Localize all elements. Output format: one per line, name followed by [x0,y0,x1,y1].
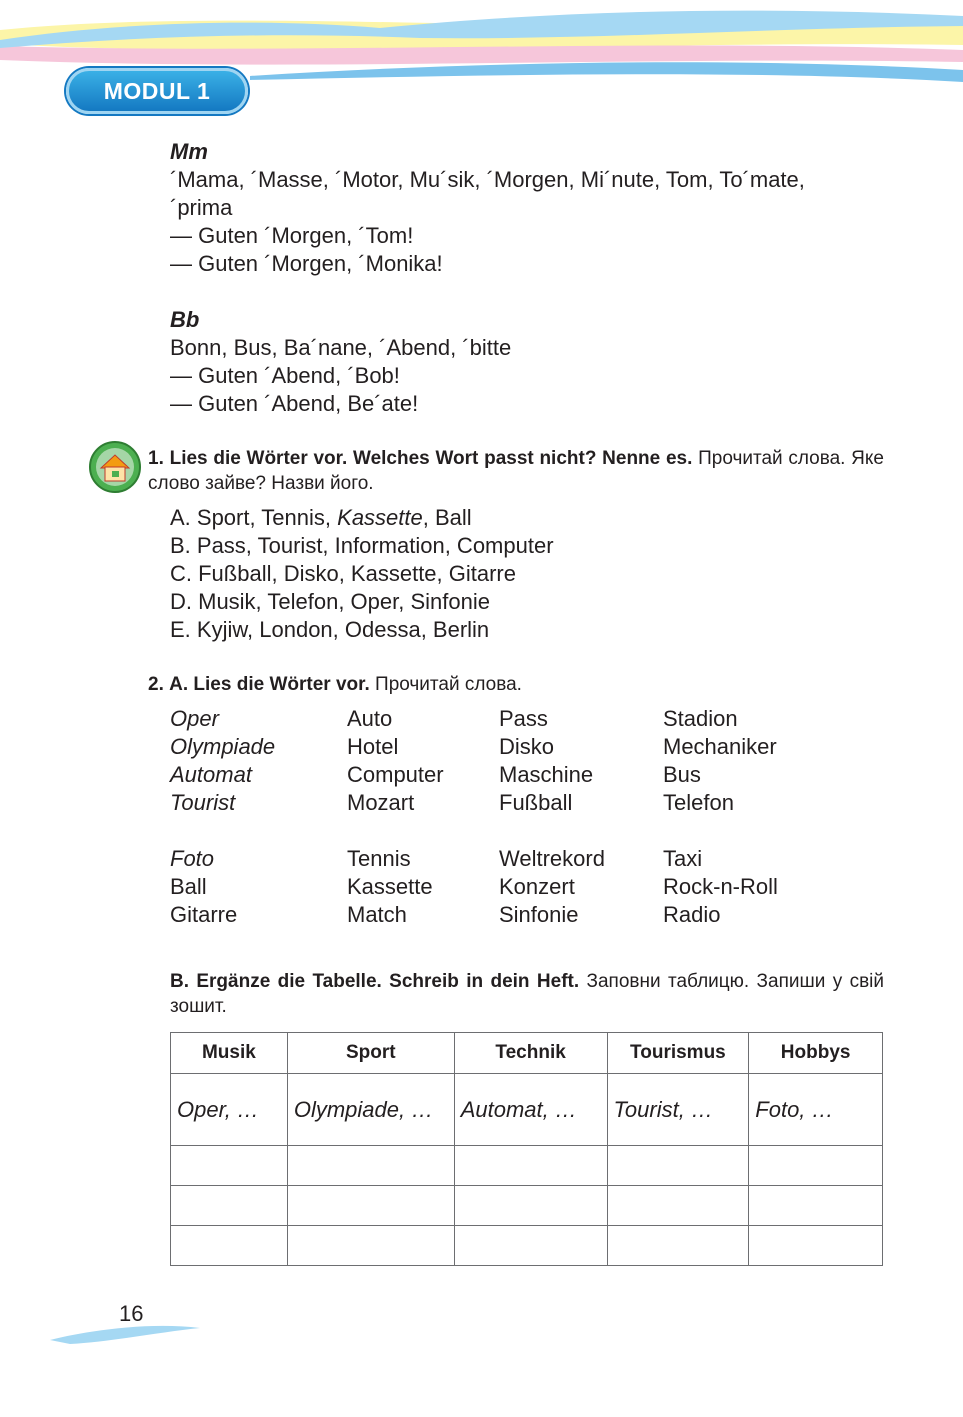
exercise-2b-instruction-ua: Заповни таблицю. Запиши у свій зошит. [170,971,885,1017]
word-grid-g1-r0-c2: Pass [499,706,548,731]
word-grid-g2-r0-c1: Tennis [347,846,411,871]
exercise-1-option-d: D. Musik, Telefon, Oper, Sinfonie [170,589,490,614]
table-header-tourismus: Tourismus [607,1033,749,1074]
exercise-1-option-c: C. Fußball, Disko, Kassette, Gitarre [170,561,516,586]
bb-line-1: Bonn, Bus, Ba´nane, ´Abend, ´bitte [170,335,512,360]
word-grid-g2-r1-c3: Rock-n-Roll [663,874,778,899]
section-heading-bb: Bb [170,307,200,332]
exercise-2a-instruction-de: A. Lies die Wörter vor. [169,674,370,695]
word-grid-g1-r2-c3: Bus [663,762,701,787]
section-heading-mm: Mm [170,139,208,164]
page-number: 16 [119,1301,144,1326]
bb-line-3: — Guten ´Abend, Be´ate! [170,391,419,416]
table-header-hobbys: Hobbys [749,1033,883,1074]
word-grid-g2-r0-c3: Taxi [663,846,703,871]
table-cell-empty [607,1186,749,1226]
table-row [171,1074,883,1146]
table-cell-empty [287,1226,454,1266]
house-icon [88,440,142,494]
table-cell-empty [287,1186,454,1226]
module-label: MODUL 1 [103,78,211,104]
word-grid-g1-r2-c2: Maschine [499,762,594,787]
category-table [170,1032,883,1266]
exercise-2a-instruction-ua: Прочитай слова. [375,674,522,695]
table-row-empty [171,1146,883,1186]
word-grid-g1-r3-c3: Telefon [663,790,734,815]
word-grid-g1-r1-c1: Hotel [347,734,399,759]
option-a-suffix: , Ball [422,505,472,530]
word-grid-g1-r2-c1: Computer [347,762,444,787]
table-cell-empty [171,1146,288,1186]
option-a-italic-word: Kassette [337,505,423,530]
word-grid-g2-r1-c0: Ball [170,874,207,899]
word-grid-g1-r3-c0: Tourist [170,790,236,815]
table-cell-empty [607,1146,749,1186]
table-row-empty [171,1186,883,1226]
exercise-2a-instruction [148,672,884,697]
table-cell-empty [454,1226,607,1266]
table-cell-empty [607,1226,749,1266]
table-header-technik: Technik [454,1033,607,1074]
table-cell-empty [749,1186,883,1226]
mm-line-4: — Guten ´Morgen, ´Monika! [170,251,443,276]
word-grid-g1-r3-c2: Fußball [499,790,573,815]
table-cell-empty [454,1186,607,1226]
table-cell: Foto, … [749,1074,883,1146]
table-header-sport: Sport [287,1033,454,1074]
word-grid-g1-r1-c3: Mechaniker [663,734,777,759]
word-grid-g1-r0-c1: Auto [347,706,393,731]
exercise-1-option-b: B. Pass, Tourist, Information, Computer [170,533,554,558]
word-grid-g2-r2-c0: Gitarre [170,902,238,927]
table-cell: Olympiade, … [287,1074,454,1146]
exercise-1-instruction [148,446,884,496]
word-grid-g1-r0-c0: Oper [170,706,219,731]
word-grid-g1-r2-c0: Automat [170,762,252,787]
table-cell-empty [287,1146,454,1186]
exercise-2b-instruction [170,969,884,1019]
table-cell-empty [171,1226,288,1266]
word-grid-g1-r1-c2: Disko [499,734,555,759]
module-badge [66,68,248,114]
exercise-2b-instruction-de: B. Ergänze die Tabelle. Schreib in dein Heft. [170,971,580,992]
exercise-1-option-e: E. Kyjiw, London, Odessa, Berlin [170,617,490,642]
mm-line-3: — Guten ´Morgen, ´Tom! [170,223,414,248]
exercise-2-number: 2. [148,674,164,695]
mm-line-2: ´prima [170,195,233,220]
table-cell: Tourist, … [607,1074,749,1146]
word-grid-g2-r1-c2: Konzert [499,874,575,899]
word-grid-g2-r2-c3: Radio [663,902,721,927]
table-row-empty [171,1226,883,1266]
bb-line-2: — Guten ´Abend, ´Bob! [170,363,400,388]
word-grid-g1-r1-c0: Olympiade [170,734,276,759]
option-a-text: A. Sport, Tennis, [170,505,338,530]
exercise-1-number: 1. [148,448,164,469]
table-cell: Automat, … [454,1074,607,1146]
word-grid-g2-r1-c1: Kassette [347,874,433,899]
mm-line-1: ´Mama, ´Masse, ´Motor, Mu´sik, ´Morgen, Mi´nute, Tom, To´mate, [170,167,805,192]
exercise-1-option-a [170,504,472,532]
word-grid-g2-r0-c2: Weltrekord [499,846,605,871]
table-cell: Oper, … [171,1074,288,1146]
exercise-1-instruction-de: Lies die Wörter vor. Welches Wort passt nicht? Nenne es. [169,448,693,469]
table-cell-empty [749,1146,883,1186]
table-cell-empty [749,1226,883,1266]
table-header-row [171,1033,883,1074]
word-grid-g2-r2-c2: Sinfonie [499,902,579,927]
table-cell-empty [454,1146,607,1186]
table-cell-empty [171,1186,288,1226]
exercise-1-instruction-ua: Прочитай слова. Яке слово зайве? Назви його. [148,448,885,494]
table-header-musik: Musik [171,1033,288,1074]
word-grid-g1-r0-c3: Stadion [663,706,738,731]
word-grid-g2-r0-c0: Foto [170,846,215,871]
word-grid-g1-r3-c1: Mozart [347,790,415,815]
word-grid-g2-r2-c1: Match [347,902,407,927]
